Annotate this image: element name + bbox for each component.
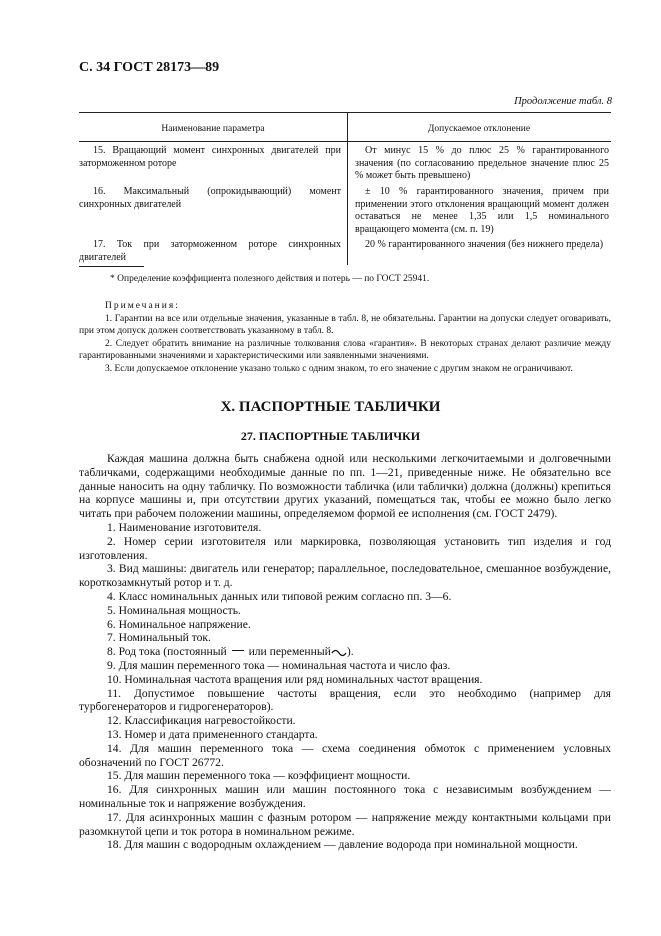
table-row-16-tolerance: ± 10 % гарантированного значения, причем при применении этого отклонения вращающий момент должен оставаться не менее 1,35 или 1,5 номинального вращающего момента (см. п. 19) — [355, 186, 609, 235]
column-header-tolerance: Допускаемое отклонение — [427, 124, 531, 134]
list-item: 2. Номер серии изготовителя или маркировка, позволяющая установить тип изделия и год изготовления. — [79, 534, 611, 562]
section-title: X. ПАСПОРТНЫЕ ТАБЛИЧКИ — [220, 399, 441, 415]
list-item: 17. Для асинхронных машин с фазным ротором — напряжение между контактными кольцами при разомкнутой цепи и ток ротора в номинальном режиме. — [79, 810, 611, 838]
note-item: 3. Если допускаемое отклонение указано только с одним знаком, то его значение с другим знаком не ограничивают. — [105, 363, 573, 374]
list-item: 11. Допустимое повышение частоты вращения, если это необходимо (например для турбогенераторов и гидрогенераторов). — [79, 686, 611, 714]
item8-prefix: 8. Род тока (постоянный — [107, 645, 227, 659]
list-item: 16. Для синхронных машин или машин постоянного тока с независимым возбуждением — номинальные ток и напряжение возбуждения. — [79, 783, 611, 810]
list-item: 4. Класс номинальных данных или типовой режим согласно пп. 3—6. — [107, 589, 452, 603]
list-item: 13. Номер и дата примененного стандарта. — [107, 727, 318, 741]
table-header-rule — [79, 141, 611, 142]
list-item: 18. Для машин с водородным охлаждением — давление водорода при номинальной мощности. — [107, 838, 578, 852]
list-item: 1. Наименование изготовителя. — [107, 520, 262, 534]
list-item: 3. Вид машины: двигатель или генератор; параллельное, последовательное, смешанное возбуждение, короткозамкнутый ротор и т. д. — [79, 562, 611, 590]
intro-paragraph: Каждая машина должна быть снабжена одной или несколькими легкочитаемыми и долговечными табличками, содержащими необходимые данные по пп. 1—21, приведенные ниже. Не обязательно все данные наносить на одну табличку. По возможности табличка (или таблички) должна (должны) крепиться на корпусе машины и, при отсутствии других указаний, помещаться так, чтобы ее можно было легко читать при рабочем положении машины, определяемом формой ее исполнения (см. ГОСТ 2479). — [79, 452, 611, 521]
direct-current-icon — [230, 650, 246, 656]
column-header-parameter: Наименование параметра — [161, 124, 265, 134]
page-header: С. 34 ГОСТ 28173—89 — [79, 60, 220, 75]
list-item: 7. Номинальный ток. — [107, 631, 211, 645]
table-row-17-param: 17. Ток при заторможенном роторе синхронных двигателей — [79, 239, 341, 263]
table-row-16-param: 16. Максимальный (опрокидывающий) момент синхронных двигателей — [79, 186, 341, 210]
list-item: 12. Классификация нагревостойкости. — [107, 714, 296, 728]
list-item: 5. Номинальная мощность. — [107, 603, 241, 617]
note-item: 2. Следует обратить внимание на различные толкования слова «гарантия». В некоторых странах делают различие между гарантированными значениями и характеристическими или заявленными значениями. — [79, 338, 611, 361]
notes-heading: Примечания: — [105, 301, 180, 311]
note-item: 1. Гарантии на все или отдельные значения, указанные в табл. 8, не обязательны. Гарантии на допуски следует оговаривать, при этом допуск должен соответствовать указанному в табл. 8. — [79, 313, 611, 336]
table-continuation-note: Продолжение табл. 8 — [514, 96, 612, 107]
list-item: 9. Для машин переменного тока — номинальная частота и число фаз. — [107, 658, 451, 672]
footnote: * Определение коэффициента полезного действия и потерь — по ГОСТ 25941. — [110, 274, 430, 284]
footnote-rule — [79, 266, 144, 267]
table-row-15-tolerance: От минус 15 % до плюс 25 % гарантированного значения (по согласованию предельное значение плюс 25 % может быть превышено) — [355, 145, 609, 181]
list-item: 6. Номинальное напряжение. — [107, 617, 251, 631]
list-item: 10. Номинальная частота вращения или ряд номинальных частот вращения. — [107, 672, 483, 686]
body-text — [79, 452, 611, 852]
alternating-current-icon — [331, 648, 347, 658]
table-row-15-param: 15. Вращающий момент синхронных двигателей при заторможенном роторе — [79, 145, 341, 169]
item8-suffix: ). — [346, 645, 354, 659]
table-column-divider — [347, 112, 348, 265]
notes-block — [79, 300, 611, 375]
item8-middle: или переменный — [248, 645, 331, 659]
table-top-rule — [79, 112, 611, 113]
list-item: 14. Для машин переменного тока — схема соединения обмоток с применением условных обозначений по ГОСТ 26772. — [79, 741, 611, 769]
list-item-8 — [79, 645, 611, 659]
table-row-17-tolerance: 20 % гарантированного значения (без нижнего предела) — [365, 239, 604, 250]
subsection-title: 27. ПАСПОРТНЫЕ ТАБЛИЧКИ — [240, 429, 421, 443]
list-item: 15. Для машин переменного тока — коэффициент мощности. — [107, 769, 411, 783]
